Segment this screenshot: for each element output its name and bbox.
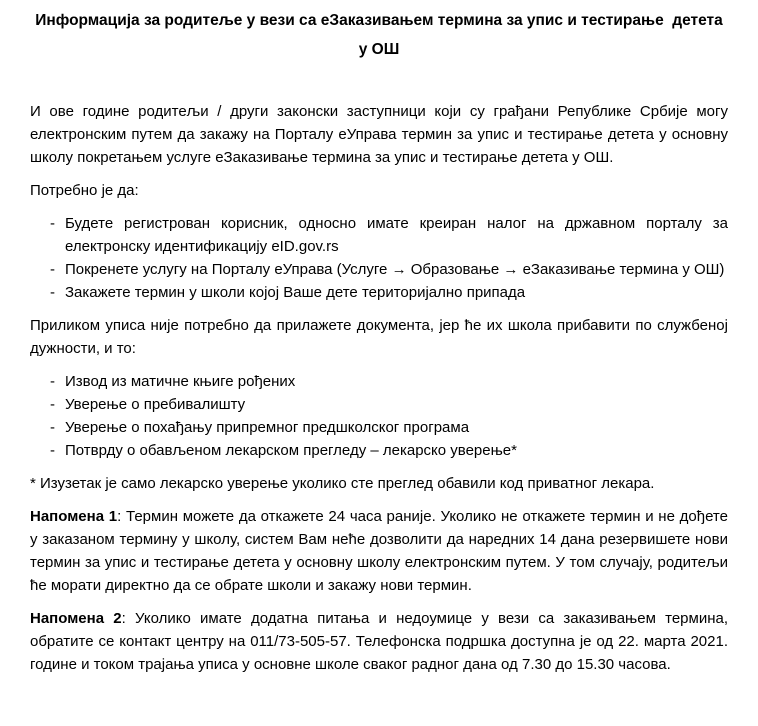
document-item	[50, 439, 728, 462]
document-title: Информација за родитеље у вези са еЗаказивањем термина за упис и тестирање детета у ОШ	[35, 12, 728, 58]
document-item	[50, 393, 728, 416]
requirement-item	[50, 258, 728, 281]
requirement-item	[50, 212, 728, 258]
note1-paragraph	[30, 505, 728, 597]
note1-label: Напомена 1	[30, 508, 118, 525]
note2-paragraph	[30, 607, 728, 676]
exception-note: * Изузетак је само лекарско уверење уколико сте преглед обавили код приватног лекара.	[30, 475, 655, 492]
requirement-item-text: Закажете термин у школи којој Ваше дете територијално припада	[65, 284, 526, 301]
bullet-marker: -	[50, 419, 55, 436]
bullet-marker: -	[50, 442, 55, 459]
requirement-item-text: Покренете услугу на Порталу еУправа (Услуге → Образовање → еЗаказивање термина у ОШ)	[65, 261, 725, 278]
document-item-text: Уверење о пребивалишту	[65, 396, 246, 413]
document-item	[50, 370, 728, 393]
document-item-text: Уверење о похађању припремног предшколског програма	[65, 419, 470, 436]
note2-text: : Уколико имате додатна питања и недоумице у вези са заказивањем термина, обратите се контакт центру на 011/73-505-57. Телефонска подршка доступна је од 22. марта 2021. године и током трајања уписа у основне школе сваког радног дана од 7.30 до 15.30 часова.	[30, 610, 728, 673]
requirements-list	[30, 212, 728, 304]
documents-intro-paragraph: Приликом уписа није потребно да прилажете документа, јер ће их школа прибавити по службеној дужности, и то:	[30, 317, 728, 357]
bullet-marker: -	[50, 284, 55, 301]
document-item-text: Извод из матичне књиге рођених	[65, 373, 296, 390]
requirement-item	[50, 281, 728, 304]
note2-label: Напомена 2	[30, 610, 122, 627]
documents-list	[30, 370, 728, 462]
note1-text: : Термин можете да откажете 24 часа раније. Уколико не откажете термин и не дођете у заказаном термину у школу, систем Вам неће дозволити да наредних 14 дана резервишете нови термин за упис и тестирање детета у основну школу електронским путем. У том случају, родитељи ће морати директно да се обрате школи и закажу нови термин.	[30, 508, 728, 594]
bullet-marker: -	[50, 261, 55, 278]
bullet-marker: -	[50, 396, 55, 413]
intro-paragraph: И ове године родитељи / други законски заступници који су грађани Републике Србије могу електронским путем да закажу на Порталу еУправа термин за упис и тестирање детета у основну школу покретањем услуге еЗаказивање термина за упис и тестирање детета у ОШ.	[30, 103, 728, 166]
bullet-marker: -	[50, 215, 55, 232]
document-item-text: Потврду о обављеном лекарском прегледу – лекарско уверење*	[65, 442, 517, 459]
bullet-marker: -	[50, 373, 55, 390]
requirements-heading: Потребно је да:	[30, 182, 139, 199]
requirement-item-text: Будете регистрован корисник, односно имате креиран налог на државном порталу за електронску идентификацију eID.gov.rs	[65, 215, 728, 255]
document-item	[50, 416, 728, 439]
